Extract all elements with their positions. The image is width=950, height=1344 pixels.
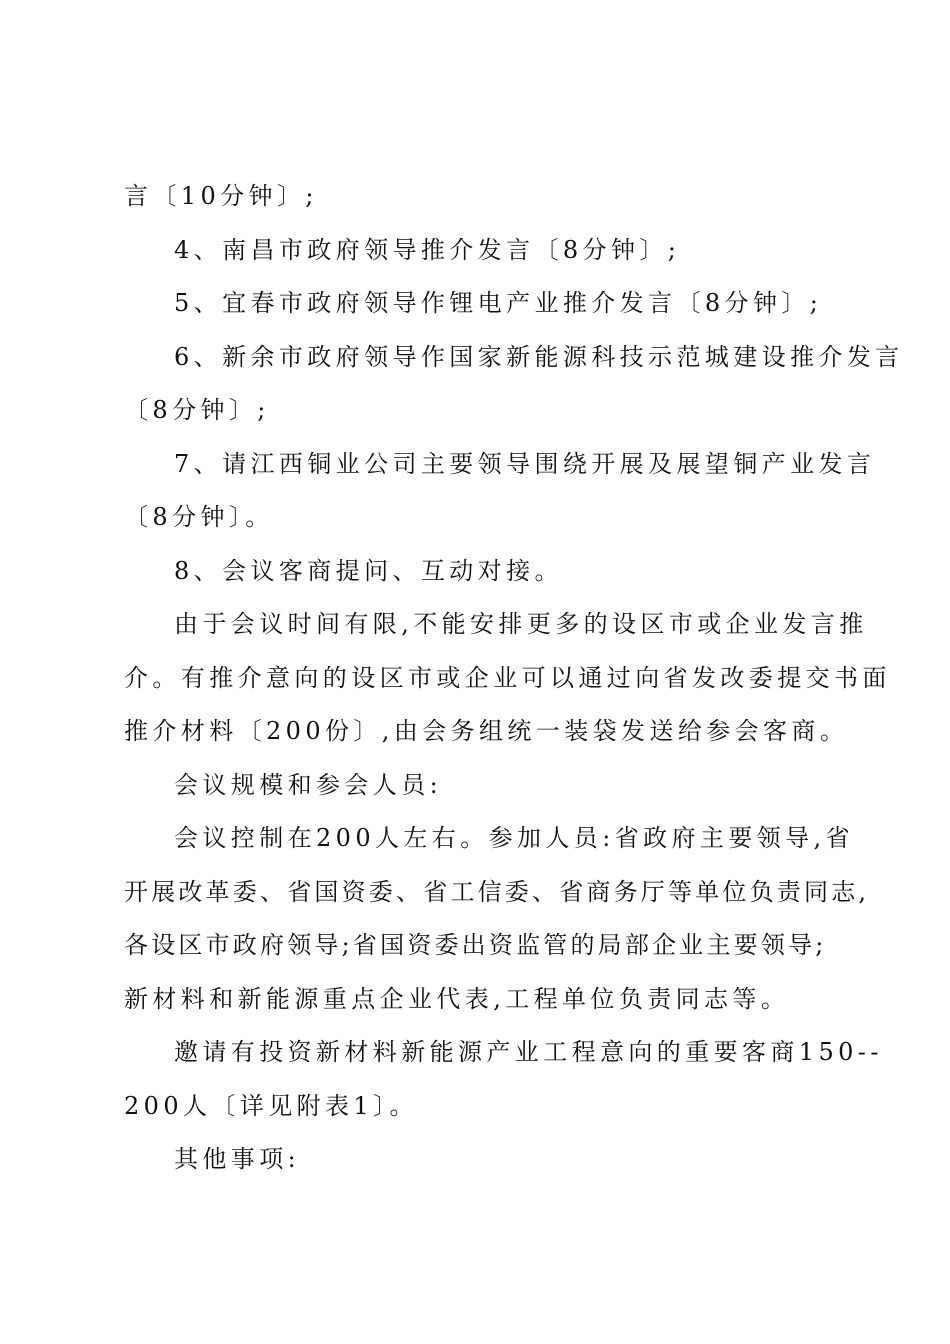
text-line: 〔8分钟〕。: [124, 503, 274, 531]
text-line: 〔8分钟〕;: [124, 396, 270, 424]
text-line: 言〔10分钟〕;: [124, 182, 318, 210]
paragraph-line: 介。有推介意向的设区市或企业可以通过向省发改委提交书面: [124, 664, 891, 692]
paragraph-line: 新材料和新能源重点企业代表,工程单位负责同志等。: [124, 985, 790, 1013]
agenda-item-5: 5、宜春市政府领导作锂电产业推介发言〔8分钟〕;: [174, 289, 823, 317]
paragraph-line: 会议控制在200人左右。参加人员:省政府主要领导,省: [174, 824, 854, 852]
agenda-item-6: 6、新余市政府领导作国家新能源科技示范城建设推介发言: [174, 343, 904, 371]
paragraph-line: 200人〔详见附表1〕。: [124, 1092, 418, 1120]
paragraph-line: 邀请有投资新材料新能源产业工程意向的重要客商150--: [174, 1038, 883, 1066]
agenda-item-7: 7、请江西铜业公司主要领导围绕开展及展望铜产业发言: [174, 450, 876, 478]
agenda-item-4: 4、南昌市政府领导推介发言〔8分钟〕;: [174, 236, 681, 264]
paragraph-line: 由于会议时间有限,不能安排更多的设区市或企业发言推: [174, 610, 868, 638]
paragraph-line: 推介材料〔200份〕,由会务组统一装袋发送给参会客商。: [124, 717, 849, 745]
paragraph-line: 各设区市政府领导;省国资委出资监管的局部企业主要领导;: [124, 931, 827, 959]
section-heading: 其他事项:: [174, 1145, 301, 1173]
section-heading: 会议规模和参会人员:: [174, 771, 443, 799]
agenda-item-8: 8、会议客商提问、互动对接。: [174, 557, 563, 585]
paragraph-line: 开展改革委、省国资委、省工信委、省商务厅等单位负责同志,: [124, 878, 870, 906]
